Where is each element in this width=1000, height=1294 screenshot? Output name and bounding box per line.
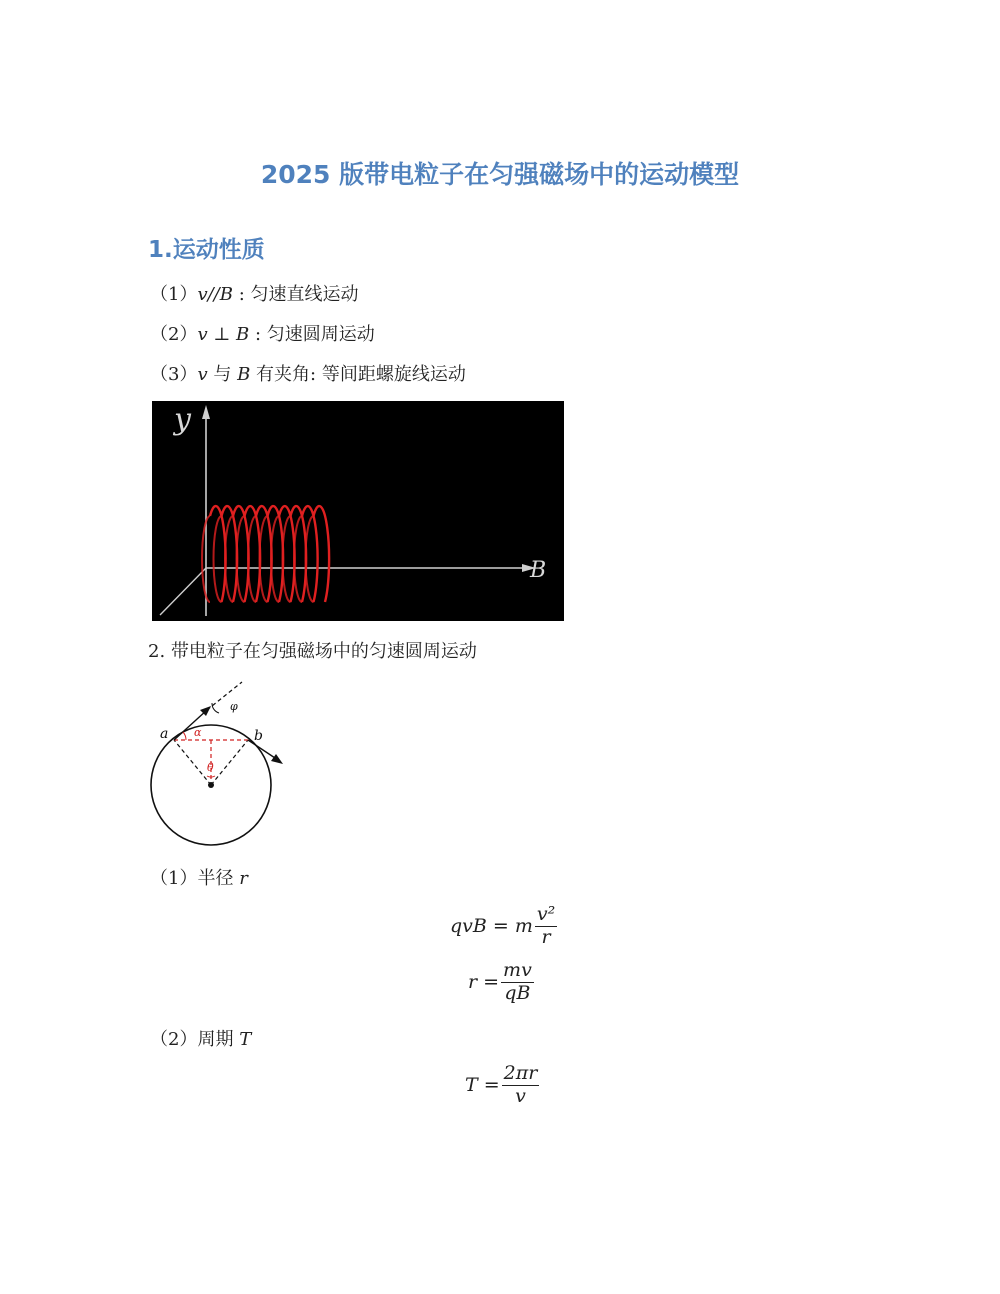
equation-radius bbox=[468, 960, 534, 1005]
radius-a bbox=[174, 740, 211, 785]
item-number: （1） bbox=[150, 284, 198, 305]
section-heading-motion: 1.运动性质 bbox=[148, 237, 265, 263]
equation-period bbox=[465, 1063, 539, 1108]
item-description: 等间距螺旋线运动 bbox=[321, 364, 466, 385]
helix-path bbox=[202, 506, 329, 602]
z-axis bbox=[160, 568, 206, 615]
page-title: 2025 版带电粒子在匀强磁场中的运动模型 bbox=[260, 160, 740, 189]
list-item: （3）v 与 B 有夹角: 等间距螺旋线运动 bbox=[150, 364, 466, 385]
radius-b bbox=[211, 740, 248, 785]
helix-loop-back bbox=[214, 516, 222, 602]
point-b-label: b bbox=[254, 728, 263, 744]
equation-fraction: $\frac{2\pi r}{v}$ bbox=[503, 1062, 538, 1107]
point-a-label: a bbox=[160, 726, 169, 742]
theta-label: θ bbox=[207, 761, 214, 774]
equation-lhs: T = bbox=[465, 1074, 500, 1097]
b-axis-label: B bbox=[530, 558, 547, 583]
angle-alpha-arc bbox=[183, 732, 186, 740]
equation-fraction: $\frac{mv}{qB}$ bbox=[503, 959, 532, 1004]
item-number: （2） bbox=[150, 324, 198, 345]
velocity-b bbox=[248, 740, 278, 760]
section-heading-circular-motion: 2. 带电粒子在匀强磁场中的匀速圆周运动 bbox=[148, 641, 477, 662]
equation-lhs: r = bbox=[468, 971, 500, 994]
item-number: （3） bbox=[150, 364, 198, 385]
list-item: （2）v ⊥ B : 匀速圆周运动 bbox=[150, 324, 375, 345]
velocity-b-arrow bbox=[271, 754, 283, 764]
equation-lhs: qvB = m bbox=[450, 915, 533, 938]
item-condition: v ⊥ B bbox=[197, 324, 250, 345]
circle-motion-svg bbox=[150, 680, 290, 850]
item-description: 匀速直线运动 bbox=[250, 284, 359, 305]
phi-label: φ bbox=[230, 700, 238, 713]
helix-figure-svg bbox=[152, 401, 564, 621]
item-description: 匀速圆周运动 bbox=[266, 324, 375, 345]
y-axis-arrow bbox=[202, 405, 210, 419]
circle-motion-diagram bbox=[150, 680, 290, 850]
radius-label: （1）半径 r bbox=[150, 868, 248, 889]
y-axis-label: y bbox=[174, 402, 191, 437]
helix-figure bbox=[152, 401, 564, 621]
alpha-label: α bbox=[194, 726, 202, 739]
period-label: （2）周期 T bbox=[150, 1029, 252, 1050]
equation-force bbox=[450, 904, 557, 949]
equation-fraction: $\frac{\text{v²}}{r}$ bbox=[536, 903, 556, 948]
list-item: （1）v//B : 匀速直线运动 bbox=[150, 284, 359, 305]
item-condition: v//B bbox=[197, 284, 233, 305]
